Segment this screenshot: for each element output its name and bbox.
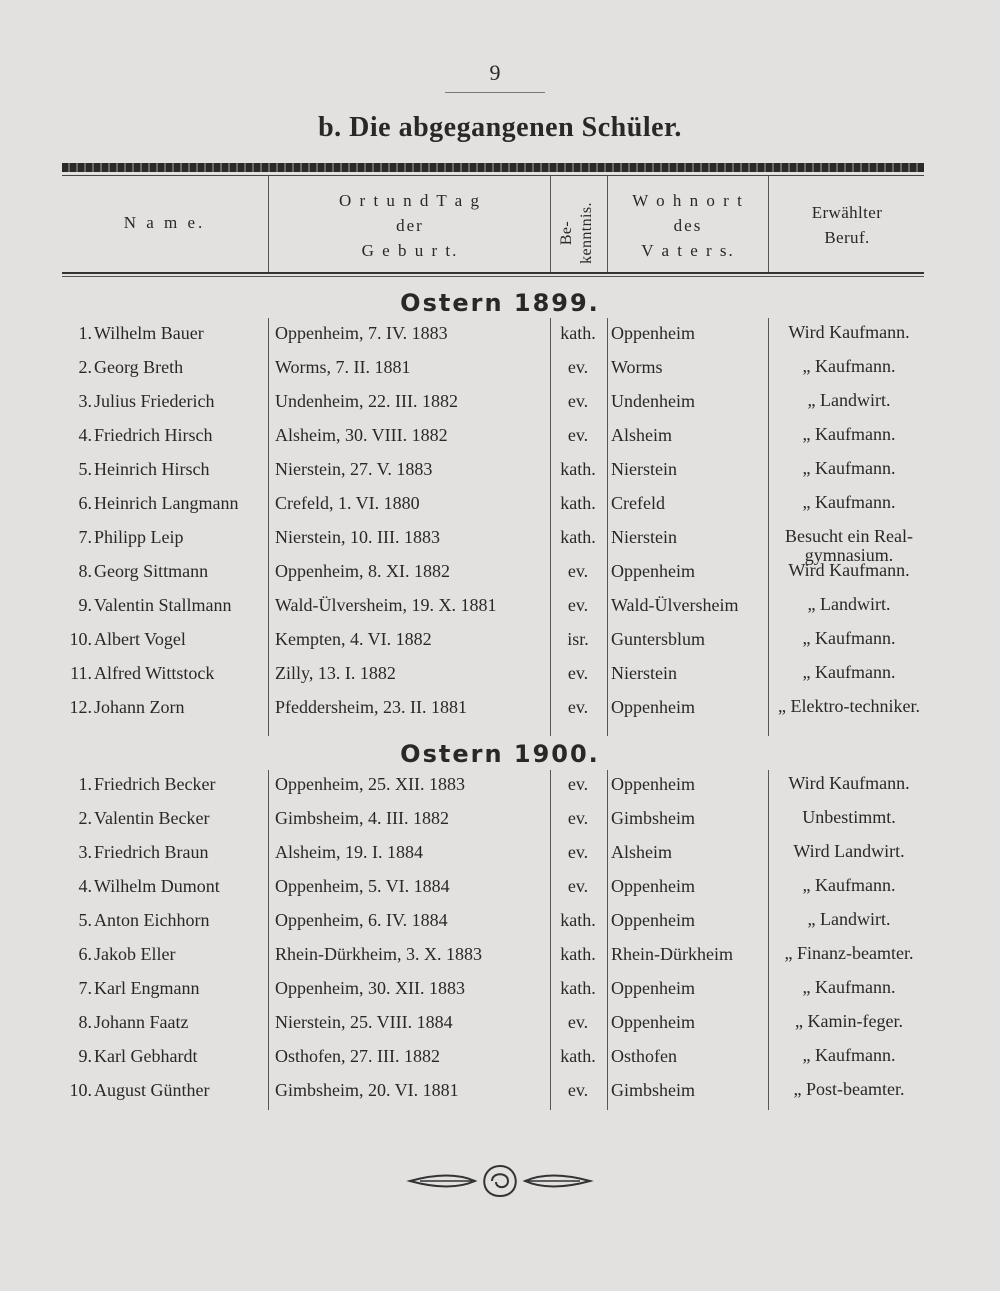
column-divider: [607, 176, 608, 272]
student-name: Friedrich Braun: [94, 842, 209, 862]
student-name: Valentin Stallmann: [94, 595, 232, 615]
confession: kath.: [560, 459, 596, 479]
father-residence: Rhein-Dürkheim: [611, 944, 733, 964]
confession: ev.: [567, 357, 589, 377]
father-residence: Worms: [611, 357, 663, 377]
chosen-career: „ Finanz-beamter.: [784, 943, 914, 963]
page-number: 9: [489, 60, 501, 85]
chosen-career: „ Kaufmann.: [802, 492, 896, 512]
birth-place-date: Oppenheim, 8. XI. 1882: [275, 561, 450, 581]
row-number: 1.: [78, 323, 92, 343]
chosen-career: Besucht ein Real-gymnasium.: [785, 526, 913, 565]
row-number: 12.: [69, 697, 92, 717]
student-name: Julius Friederich: [94, 391, 215, 411]
row-number: 7.: [78, 527, 92, 547]
chosen-career: „ Kaufmann.: [802, 1045, 896, 1065]
confession: kath.: [560, 323, 596, 343]
column-divider: [768, 176, 769, 272]
row-number: 1.: [78, 774, 92, 794]
header-birth-line2: der: [396, 216, 424, 235]
row-number: 8.: [78, 1012, 92, 1032]
confession: ev.: [567, 425, 589, 445]
student-name: Anton Eichhorn: [94, 910, 210, 930]
chosen-career: Wird Landwirt.: [793, 841, 905, 861]
band-underline: [62, 175, 924, 176]
father-residence: Alsheim: [611, 425, 672, 445]
confession: ev.: [567, 391, 589, 411]
row-number: 2.: [78, 357, 92, 377]
birth-place-date: Gimbsheim, 4. III. 1882: [275, 808, 449, 828]
header-confession: [557, 168, 597, 298]
birth-place-date: Undenheim, 22. III. 1882: [275, 391, 458, 411]
chosen-career: „ Kaufmann.: [802, 356, 896, 376]
student-name: Wilhelm Dumont: [94, 876, 220, 896]
header-job-line1: Erwählter: [811, 203, 883, 222]
father-residence: Oppenheim: [611, 774, 695, 794]
father-residence: Oppenheim: [611, 910, 695, 930]
chosen-career: „ Kaufmann.: [802, 424, 896, 444]
father-residence: Oppenheim: [611, 697, 695, 717]
birth-place-date: Oppenheim, 25. XII. 1883: [275, 774, 465, 794]
confession: ev.: [567, 1080, 589, 1100]
father-residence: Oppenheim: [611, 561, 695, 581]
confession: ev.: [567, 774, 589, 794]
birth-place-date: Nierstein, 10. III. 1883: [275, 527, 440, 547]
father-residence: Gimbsheim: [611, 1080, 695, 1100]
confession: ev.: [567, 1012, 589, 1032]
student-name: Johann Faatz: [94, 1012, 189, 1032]
row-number: 10.: [69, 629, 92, 649]
column-divider: [607, 770, 608, 1110]
header-rule-thin: [62, 276, 924, 277]
father-residence: Crefeld: [611, 493, 665, 513]
birth-place-date: Gimbsheim, 20. VI. 1881: [275, 1080, 459, 1100]
chosen-career: „ Kaufmann.: [802, 662, 896, 682]
page-number-rule: [445, 92, 545, 93]
decorative-band: [62, 163, 924, 172]
father-residence: Nierstein: [611, 527, 677, 547]
header-residence: [608, 188, 768, 263]
column-divider: [768, 770, 769, 1110]
column-divider: [607, 318, 608, 736]
student-name: Heinrich Hirsch: [94, 459, 210, 479]
header-birth: [270, 188, 550, 263]
confession: kath.: [560, 1046, 596, 1066]
birth-place-date: Osthofen, 27. III. 1882: [275, 1046, 440, 1066]
group-title: Ostern 1900.: [400, 740, 600, 768]
father-residence: Oppenheim: [611, 978, 695, 998]
row-number: 6.: [78, 944, 92, 964]
birth-place-date: Pfeddersheim, 23. II. 1881: [275, 697, 467, 717]
row-number: 9.: [78, 595, 92, 615]
student-name: Heinrich Langmann: [94, 493, 239, 513]
student-name: Valentin Becker: [94, 808, 210, 828]
header-job: [770, 200, 924, 250]
student-name: Wilhelm Bauer: [94, 323, 204, 343]
father-residence: Oppenheim: [611, 323, 695, 343]
ornament-icon: [400, 1160, 600, 1202]
student-name: Friedrich Hirsch: [94, 425, 213, 445]
chosen-career: „ Post-beamter.: [793, 1079, 905, 1099]
chosen-career: Wird Kaufmann.: [788, 322, 910, 342]
header-job-line2: Beruf.: [824, 228, 870, 247]
confession: kath.: [560, 910, 596, 930]
header-rule: [62, 272, 924, 274]
row-number: 6.: [78, 493, 92, 513]
chosen-career: „ Landwirt.: [807, 594, 891, 614]
student-name: Philipp Leip: [94, 527, 184, 547]
confession: ev.: [567, 697, 589, 717]
chosen-career: „ Landwirt.: [807, 390, 891, 410]
student-name: Friedrich Becker: [94, 774, 216, 794]
confession: kath.: [560, 493, 596, 513]
birth-place-date: Zilly, 13. I. 1882: [275, 663, 396, 683]
chosen-career: „ Kamin-feger.: [795, 1011, 903, 1031]
chosen-career: Unbestimmt.: [802, 807, 896, 827]
header-birth-line1: O r t u n d T a g: [339, 191, 481, 210]
chosen-career: „ Landwirt.: [807, 909, 891, 929]
confession: ev.: [567, 876, 589, 896]
birth-place-date: Worms, 7. II. 1881: [275, 357, 411, 377]
row-number: 4.: [78, 425, 92, 445]
father-residence: Guntersblum: [611, 629, 705, 649]
student-name: Albert Vogel: [94, 629, 186, 649]
father-residence: Oppenheim: [611, 876, 695, 896]
row-number: 3.: [78, 842, 92, 862]
row-number: 9.: [78, 1046, 92, 1066]
student-name: Alfred Wittstock: [94, 663, 215, 683]
column-divider: [550, 176, 551, 272]
confession: kath.: [560, 978, 596, 998]
confession: kath.: [560, 944, 596, 964]
confession: isr.: [567, 629, 589, 649]
group-title: Ostern 1899.: [400, 289, 600, 317]
header-name: N a m e.: [123, 213, 206, 232]
header-birth-line3: G e b u r t.: [361, 241, 459, 260]
chosen-career: „ Kaufmann.: [802, 458, 896, 478]
birth-place-date: Alsheim, 30. VIII. 1882: [275, 425, 448, 445]
chosen-career: „ Kaufmann.: [802, 977, 896, 997]
chosen-career: Wird Kaufmann.: [788, 560, 910, 580]
birth-place-date: Oppenheim, 30. XII. 1883: [275, 978, 465, 998]
row-number: 7.: [78, 978, 92, 998]
confession: ev.: [567, 842, 589, 862]
confession: ev.: [567, 663, 589, 683]
row-number: 10.: [69, 1080, 92, 1100]
student-name: Jakob Eller: [94, 944, 176, 964]
column-divider: [268, 176, 269, 272]
confession: ev.: [567, 808, 589, 828]
row-number: 5.: [78, 459, 92, 479]
father-residence: Alsheim: [611, 842, 672, 862]
column-divider: [768, 318, 769, 736]
confession: kath.: [560, 527, 596, 547]
header-residence-line3: V a t e r s.: [641, 241, 735, 260]
student-name: Johann Zorn: [94, 697, 185, 717]
row-number: 2.: [78, 808, 92, 828]
father-residence: Nierstein: [611, 459, 677, 479]
chosen-career: „ Kaufmann.: [802, 875, 896, 895]
student-name: Karl Gebhardt: [94, 1046, 198, 1066]
birth-place-date: Oppenheim, 7. IV. 1883: [275, 323, 448, 343]
section-title: b. Die abgegangenen Schüler.: [318, 112, 682, 143]
row-number: 11.: [70, 663, 92, 683]
row-number: 3.: [78, 391, 92, 411]
father-residence: Undenheim: [611, 391, 695, 411]
student-name: August Günther: [94, 1080, 210, 1100]
student-name: Georg Sittmann: [94, 561, 209, 581]
row-number: 4.: [78, 876, 92, 896]
column-divider: [268, 770, 269, 1110]
header-confession-line2: kenntnis.: [578, 202, 595, 264]
header-confession-line1: Be-: [558, 220, 575, 246]
header-residence-line1: W o h n o r t: [632, 191, 744, 210]
birth-place-date: Rhein-Dürkheim, 3. X. 1883: [275, 944, 482, 964]
father-residence: Osthofen: [611, 1046, 677, 1066]
birth-place-date: Nierstein, 27. V. 1883: [275, 459, 433, 479]
birth-place-date: Oppenheim, 5. VI. 1884: [275, 876, 450, 896]
father-residence: Nierstein: [611, 663, 677, 683]
father-residence: Gimbsheim: [611, 808, 695, 828]
confession: ev.: [567, 561, 589, 581]
student-name: Karl Engmann: [94, 978, 200, 998]
father-residence: Oppenheim: [611, 1012, 695, 1032]
birth-place-date: Alsheim, 19. I. 1884: [275, 842, 423, 862]
chosen-career: „ Elektro-techniker.: [778, 696, 920, 716]
birth-place-date: Kempten, 4. VI. 1882: [275, 629, 432, 649]
chosen-career: Wird Kaufmann.: [788, 773, 910, 793]
birth-place-date: Oppenheim, 6. IV. 1884: [275, 910, 448, 930]
row-number: 5.: [78, 910, 92, 930]
column-divider: [268, 318, 269, 736]
birth-place-date: Nierstein, 25. VIII. 1884: [275, 1012, 453, 1032]
student-name: Georg Breth: [94, 357, 184, 377]
father-residence: Wald-Ülversheim: [611, 595, 739, 615]
birth-place-date: Crefeld, 1. VI. 1880: [275, 493, 420, 513]
birth-place-date: Wald-Ülversheim, 19. X. 1881: [275, 595, 497, 615]
header-residence-line2: des: [673, 216, 703, 235]
row-number: 8.: [78, 561, 92, 581]
confession: ev.: [567, 595, 589, 615]
chosen-career: „ Kaufmann.: [802, 628, 896, 648]
